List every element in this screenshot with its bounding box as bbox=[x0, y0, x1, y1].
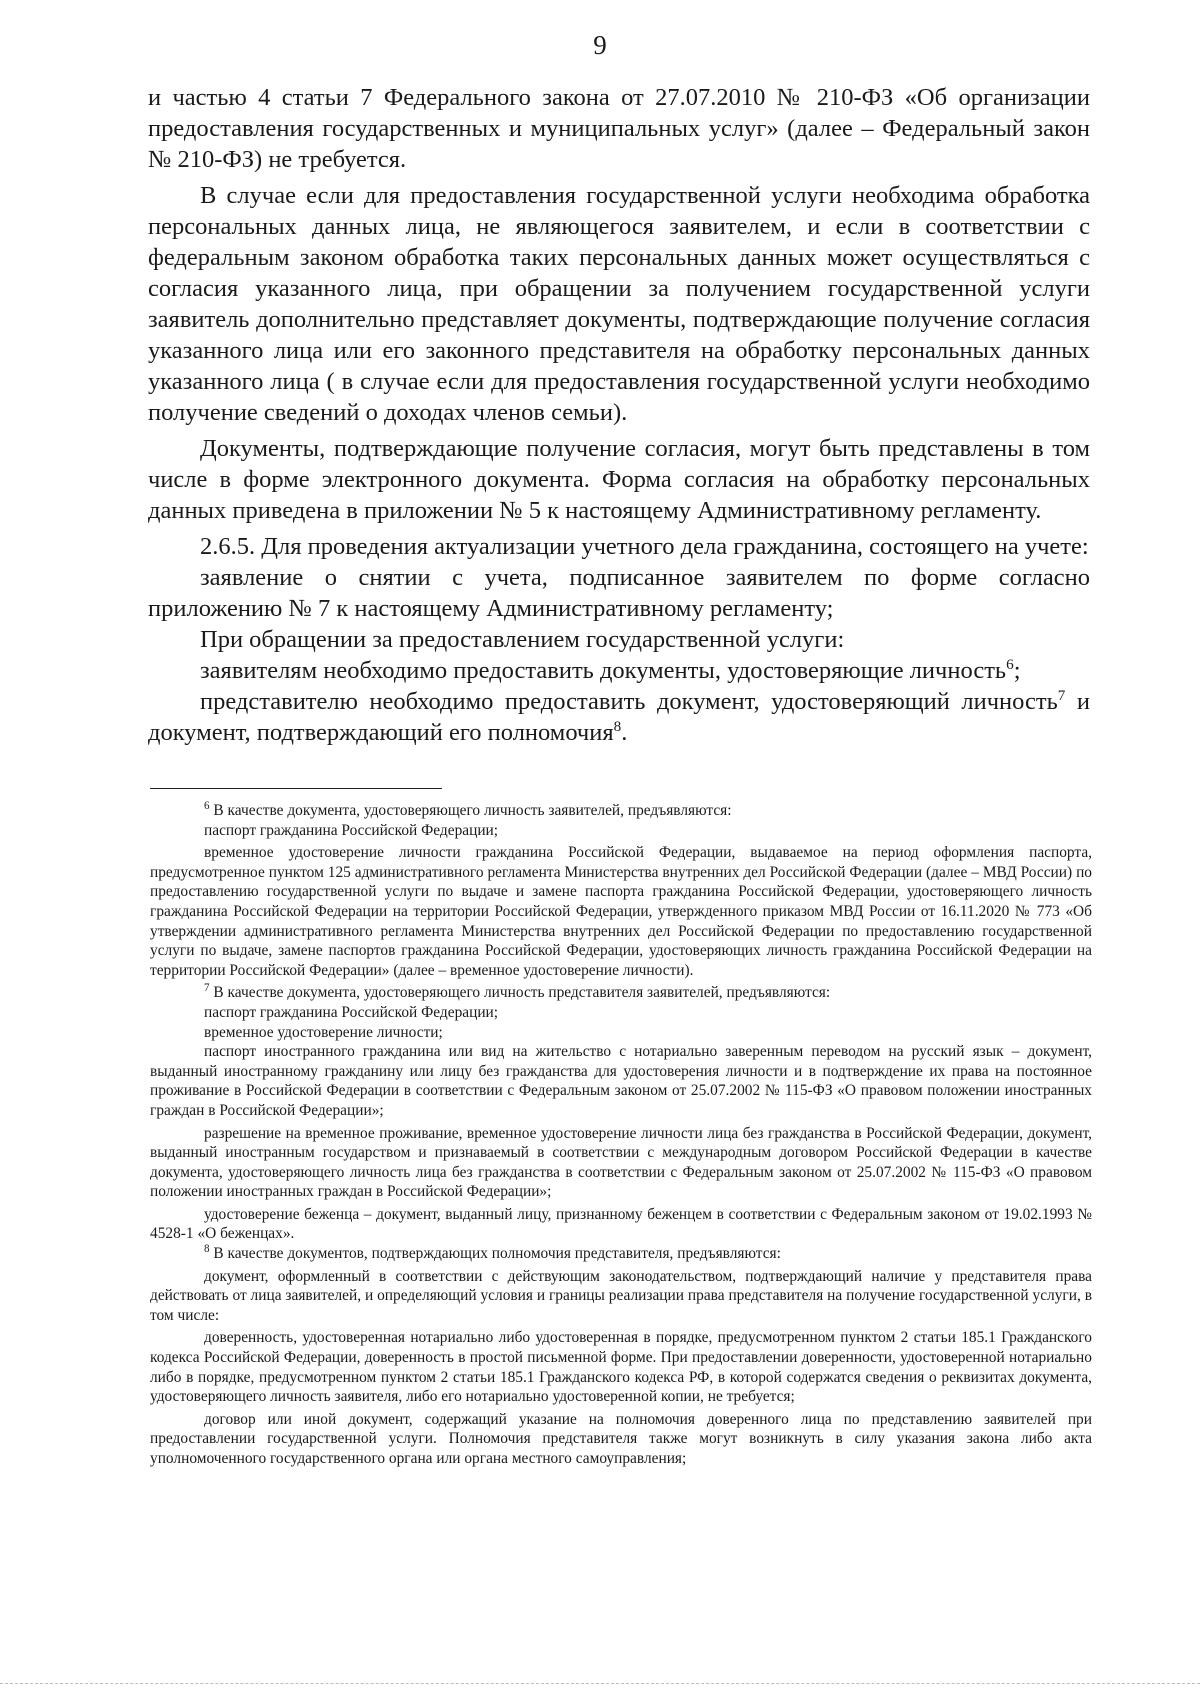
footnote-8 bbox=[150, 1244, 1092, 1264]
paragraph: При обращении за предоставлением государственной услуги: bbox=[200, 626, 845, 653]
footnote-line: временное удостоверение личности; bbox=[204, 1023, 443, 1041]
footnote-number: 7 bbox=[204, 982, 210, 995]
paragraph bbox=[148, 686, 1090, 748]
section-heading: 2.6.5. Для проведения актуализации учетного дела гражданина, состоящего на учете: bbox=[200, 533, 1089, 560]
paragraph bbox=[148, 655, 1090, 686]
footnote-ref: 7 bbox=[1057, 686, 1066, 704]
footnote-ref: 6 bbox=[1006, 655, 1014, 673]
footnote-text: В качестве документа, удостоверяющего личность заявителей, предъявляются: bbox=[209, 802, 732, 819]
page-number: 9 bbox=[593, 30, 607, 60]
footnote-line: удостоверение беженца – документ, выданный лицу, признанному беженцем в соответствии с Федеральным законом от 19.02.1993 № 4528-1 «О беженцах». bbox=[150, 1205, 1092, 1243]
footnote-number: 8 bbox=[204, 1242, 210, 1255]
paragraph-end: ; bbox=[1013, 657, 1021, 684]
paragraph: заявление о снятии с учета, подписанное заявителем по форме согласно приложению № 7 к настоящему Административному регламенту; bbox=[148, 564, 1090, 622]
footnote-line: договор или иной документ, содержащий указание на полномочия доверенного лица по представлению заявителей при предоставлении государственной услуги. Полномочия представителя также могут возникнуть в силу указания закона либо акта уполномоченного государственного органа или органа местного самоуправления; bbox=[150, 1410, 1092, 1467]
footnote-text: В качестве документа, удостоверяющего личность представителя заявителей, предъявляются: bbox=[209, 984, 831, 1002]
paragraph-end: . bbox=[621, 719, 628, 746]
paragraph-text: заявителям необходимо предоставить документы, удостоверяющие личность bbox=[200, 657, 1007, 684]
footnote-number: 6 bbox=[204, 799, 210, 812]
footnote-line: временное удостоверение личности гражданина Российской Федерации, выдаваемое на период оформления паспорта, предусмотренное пунктом 125 административного регламента Министерства внутренних дел Российской Федерации (далее – МВД России) по предоставлению государственной услуги по выдаче и замене паспорта гражданина Российской Федерации, удостоверяющего личность гражданина Российской Федерации на территории Российской Федерации, утвержденного приказом МВД России от 16.11.2020 № 773 «Об утверждении административного регламента Министерства внутренних дел Российской Федерации по предоставлению государственной услуги по выдаче, замене паспортов гражданина Российской Федерации, удостоверяющих личность гражданина Российской Федерации на территории Российской Федерации» (далее – временное удостоверение личности). bbox=[150, 844, 1092, 979]
footnotes bbox=[150, 801, 1092, 1469]
footnote-line: паспорт гражданина Российской Федерации; bbox=[204, 821, 499, 839]
footnote-line: паспорт гражданина Российской Федерации; bbox=[204, 1003, 499, 1021]
footnote-line: разрешение на временное проживание, временное удостоверение личности лица без гражданства в Российской Федерации, документ, выданный иностранным государством и признаваемый в соответствии с международным договором Российской Федерации в качестве документа, удостоверяющего личность лица без гражданства в соответствии с Федеральным законом от 25.07.2002 № 115-ФЗ «О правовом положении иностранных граждан в Российской Федерации»; bbox=[150, 1124, 1092, 1201]
footnote-ref: 8 bbox=[613, 717, 622, 735]
scan-bottom-edge bbox=[0, 1683, 1200, 1684]
footnote-separator bbox=[150, 788, 442, 789]
paragraph-text: представителю необходимо предоставить документ, удостоверяющий личность bbox=[200, 688, 1058, 715]
footnote-6 bbox=[150, 801, 1092, 821]
footnote-line: документ, оформленный в соответствии с действующим законодательством, подтверждающий наличие у представителя права действовать от лица заявителей, и определяющий условия и границы реализации права представителя на получение государственной услуги, в том числе: bbox=[150, 1267, 1092, 1324]
main-text bbox=[148, 82, 1090, 748]
footnote-text: В качестве документов, подтверждающих полномочия представителя, предъявляются: bbox=[209, 1245, 781, 1263]
paragraph-text: и документ, подтверждающий его полномочия bbox=[148, 688, 1090, 746]
paragraph: Документы, подтверждающие получение согласия, могут быть представлены в том числе в форме электронного документа. Форма согласия на обработку персональных данных приведена в приложении № 5 к настоящему Административному регламенту. bbox=[148, 435, 1090, 524]
paragraph: и частью 4 статьи 7 Федерального закона от 27.07.2010 № 210-ФЗ «Об организации предоставления государственных и муниципальных услуг» (далее – Федеральный закон № 210-ФЗ) не требуется. bbox=[148, 84, 1090, 173]
footnote-line: доверенность, удостоверенная нотариально либо удостоверенная в порядке, предусмотренном пунктом 2 статьи 185.1 Гражданского кодекса Российской Федерации, доверенность в простой письменной форме. При предоставлении доверенности, удостоверенной нотариально либо в порядке, предусмотренном пунктом 2 статьи 185.1 Гражданского кодекса РФ, в которой содержатся сведения о реквизитах документа, удостоверяющего личность заявителя, либо его нотариально удостоверенной копии, не требуется; bbox=[150, 1329, 1092, 1406]
footnote-7 bbox=[150, 983, 1092, 1003]
footnote-line: паспорт иностранного гражданина или вид на жительство с нотариально заверенным переводом на русский язык – документ, выданный иностранному гражданину или лицу без гражданства для удостоверения личности и в подтверждение их права на постоянное проживание в Российской Федерации в соответствии с Федеральным законом от 25.07.2002 № 115-ФЗ «О правовом положении иностранных граждан в Российской Федерации»; bbox=[150, 1043, 1092, 1119]
paragraph: В случае если для предоставления государственной услуги необходима обработка персональных данных лица, не являющегося заявителем, и если в соответствии с федеральным законом обработка таких персональных данных может осуществляться с согласия указанного лица, при обращении за получением государственной услуги заявитель дополнительно представляет документы, подтверждающие получение согласия указанного лица или его законного представителя на обработку персональных данных указанного лица ( в случае если для предоставления государственной услуги необходимо получение сведений о доходах членов семьи). bbox=[148, 182, 1090, 426]
